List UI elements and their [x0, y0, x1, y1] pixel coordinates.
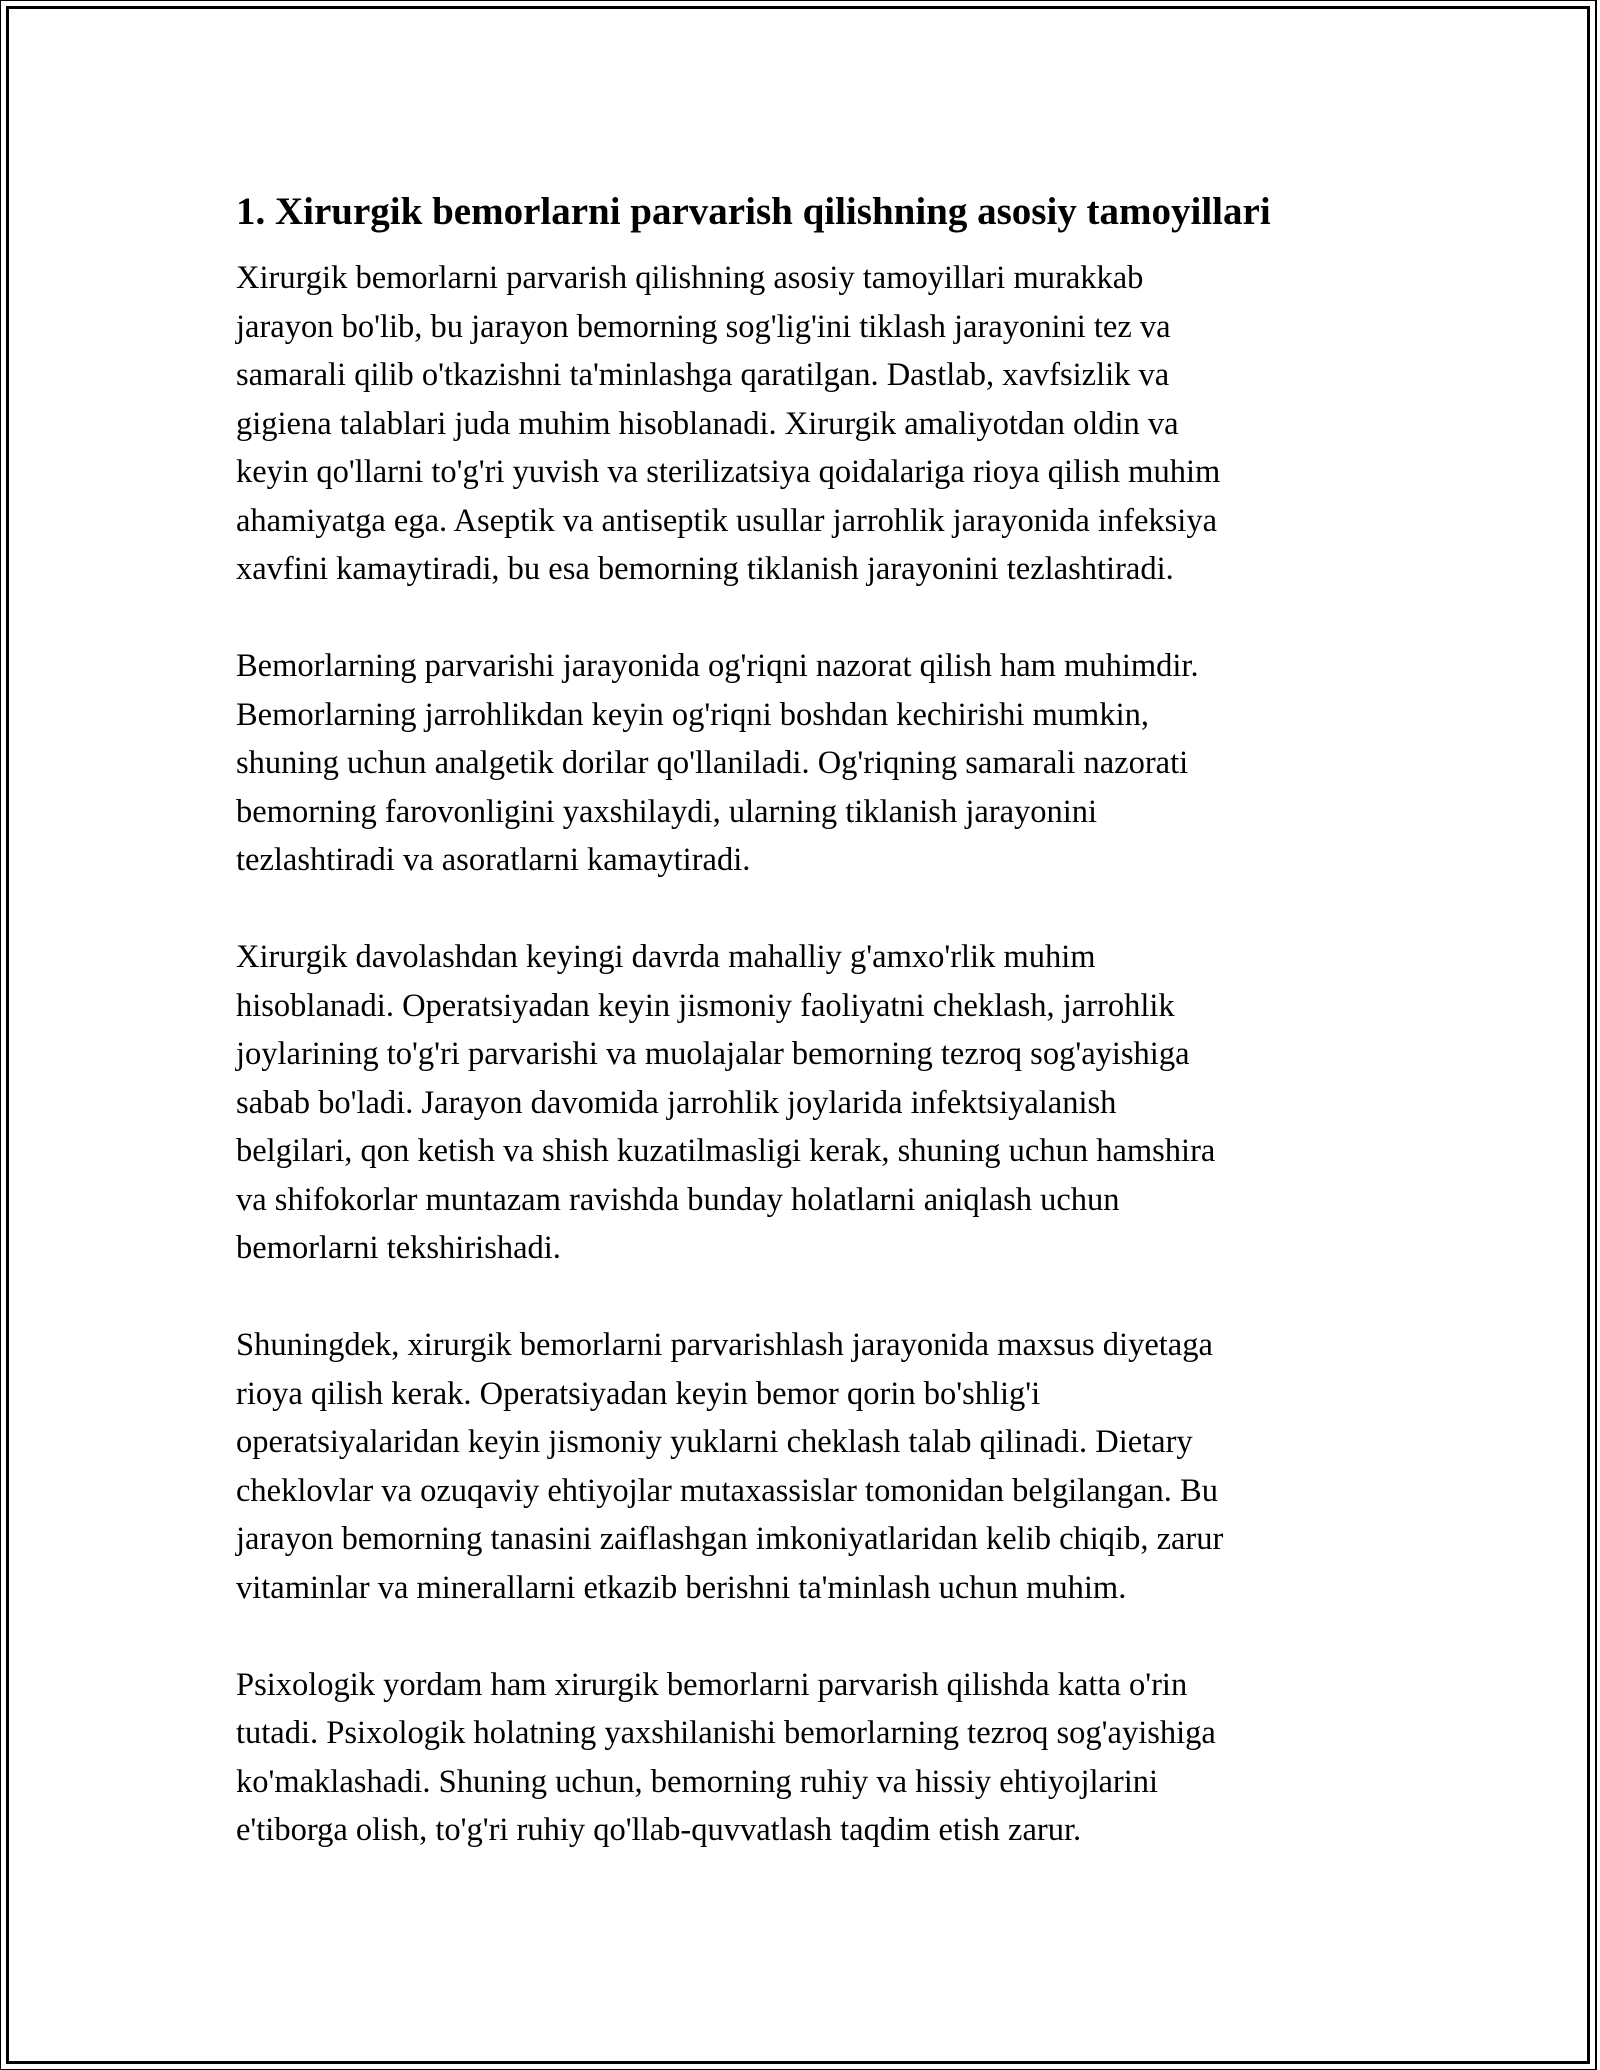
- text-line: Bemorlarning parvarishi jarayonida og'riqni nazorat qilish ham muhimdir.: [236, 648, 1199, 684]
- text-line: gigiena talablari juda muhim hisoblanadi. Xirurgik amaliyotdan oldin va: [236, 405, 1179, 442]
- text-line: jarayon bo'lib, bu jarayon bemorning sog'lig'ini tiklash jarayonini tez va: [236, 308, 1171, 345]
- paragraph-5: [236, 1661, 1366, 1855]
- text-line: va shifokorlar muntazam ravishda bunday holatlarni aniqlash uchun: [236, 1181, 1120, 1218]
- text-line: bemorning farovonligini yaxshilaydi, ularning tiklanish jarayonini: [236, 793, 1098, 830]
- text-line: bemorlarni tekshirishadi.: [236, 1230, 561, 1266]
- text-line: ko'maklashadi. Shuning uchun, bemorning ruhiy va hissiy ehtiyojlarini: [236, 1763, 1159, 1800]
- text-line: hisoblanadi. Operatsiyadan keyin jismoniy faoliyatni cheklash, jarrohlik: [236, 987, 1175, 1024]
- text-line: rioya qilish kerak. Operatsiyadan keyin bemor qorin bo'shlig'i: [236, 1375, 1041, 1412]
- text-line: sabab bo'ladi. Jarayon davomida jarrohlik joylarida infektsiyalanish: [236, 1084, 1117, 1121]
- text-line: belgilari, qon ketish va shish kuzatilmasligi kerak, shuning uchun hamshira: [236, 1133, 1216, 1169]
- text-line: operatsiyalaridan keyin jismoniy yuklarni cheklash talab qilinadi. Dietary: [236, 1424, 1193, 1460]
- text-line: jarayon bemorning tanasini zaiflashgan imkoniyatlaridan kelib chiqib, zarur: [236, 1521, 1224, 1557]
- text-line: samarali qilib o'tkazishni ta'minlashga qaratilgan. Dastlab, xavfsizlik va: [236, 357, 1170, 393]
- text-line: keyin qo'llarni to'g'ri yuvish va sterilizatsiya qoidalariga rioya qilish muhim: [236, 454, 1221, 490]
- text-line: tezlashtiradi va asoratlarni kamaytiradi.: [236, 842, 751, 878]
- text-line: joylarining to'g'ri parvarishi va muolajalar bemorning tezroq sog'ayishiga: [236, 1036, 1190, 1072]
- text-line: Xirurgik bemorlarni parvarish qilishning asosiy tamoyillari murakkab: [236, 260, 1144, 296]
- text-line: vitaminlar va minerallarni etkazib berishni ta'minlash uchun muhim.: [236, 1569, 1127, 1606]
- paragraph-2: [236, 642, 1366, 885]
- text-line: Psixologik yordam ham xirurgik bemorlarni parvarish qilishda katta o'rin: [236, 1666, 1188, 1703]
- text-line: tutadi. Psixologik holatning yaxshilanishi bemorlarning tezroq sog'ayishiga: [236, 1715, 1216, 1751]
- text-line: Bemorlarning jarrohlikdan keyin og'riqni boshdan kechirishi mumkin,: [236, 696, 1149, 733]
- paragraph-3: [236, 933, 1366, 1273]
- paragraph-1: [236, 254, 1366, 594]
- section-heading: 1. Xirurgik bemorlarni parvarish qilishning asosiy tamoyillari: [236, 190, 1271, 233]
- text-line: cheklovlar va ozuqaviy ehtiyojlar mutaxassislar tomonidan belgilangan. Bu: [236, 1472, 1218, 1509]
- paragraph-4: [236, 1321, 1366, 1612]
- text-line: Shuningdek, xirurgik bemorlarni parvarishlash jarayonida maxsus diyetaga: [236, 1327, 1213, 1363]
- text-line: e'tiborga olish, to'g'ri ruhiy qo'llab-quvvatlash taqdim etish zarur.: [236, 1812, 1082, 1848]
- text-line: ahamiyatga ega. Aseptik va antiseptik usullar jarrohlik jarayonida infeksiya: [236, 502, 1218, 539]
- text-line: shuning uchun analgetik dorilar qo'llaniladi. Og'riqning samarali nazorati: [236, 745, 1189, 781]
- text-line: xavfini kamaytiradi, bu esa bemorning tiklanish jarayonini tezlashtiradi.: [236, 551, 1174, 587]
- document-body: [236, 186, 1366, 1903]
- text-line: Xirurgik davolashdan keyingi davrda mahalliy g'amxo'rlik muhim: [236, 939, 1096, 975]
